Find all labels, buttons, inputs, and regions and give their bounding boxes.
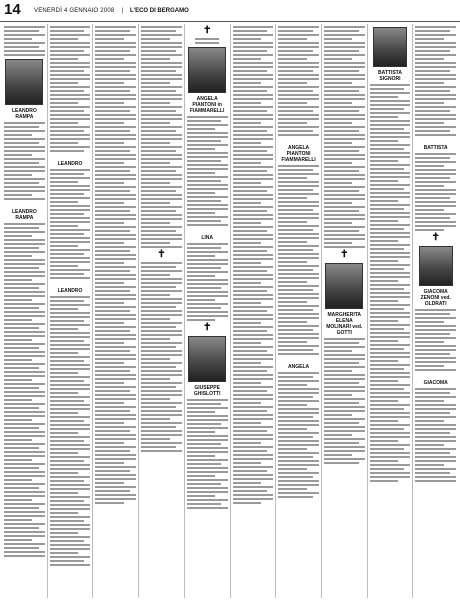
column-10 xyxy=(413,24,458,598)
notice-name: ANGELA xyxy=(288,364,310,370)
notice-name: BATTISTA xyxy=(423,145,448,151)
notice-name: LEANDRO RAMPA xyxy=(11,209,37,221)
column-3 xyxy=(93,24,139,598)
page-number: 14 xyxy=(4,1,21,18)
column-6 xyxy=(231,24,277,598)
notice-name: ANGELA PIANTONI in FIAMMARELLI xyxy=(189,96,225,114)
notice-name: GIACOMA ZENONI ved. OLDRATI xyxy=(420,289,451,307)
portrait-photo xyxy=(419,246,453,286)
cross-icon: ✝ xyxy=(340,249,349,260)
column-4 xyxy=(139,24,185,598)
notice-name: BATTISTA SIGNORI xyxy=(377,70,402,82)
portrait-photo xyxy=(188,47,226,93)
separator: | xyxy=(122,8,124,14)
column-7 xyxy=(276,24,322,598)
column-8 xyxy=(322,24,368,598)
obituary-columns xyxy=(2,24,458,598)
notice-name: MARGHERITA ELENA MOLINARI ved. GOTTI xyxy=(326,312,363,336)
masthead xyxy=(0,0,460,22)
masthead-rule xyxy=(0,21,460,22)
portrait-photo xyxy=(188,336,226,382)
notice-name: LEANDRO RAMPA xyxy=(11,108,37,120)
cross-icon: ✝ xyxy=(202,25,212,36)
notice-name: GIACOMA xyxy=(423,380,448,386)
portrait-photo xyxy=(325,263,363,309)
notice-name: LINA xyxy=(201,235,213,241)
issue-date: VENERDÌ 4 GENNAIO 2008 xyxy=(34,8,115,14)
column-9 xyxy=(368,24,414,598)
cross-icon: ✝ xyxy=(157,249,166,260)
newspaper-name: L'ECO DI BERGAMO xyxy=(130,8,189,14)
portrait-photo xyxy=(5,59,43,105)
cross-icon: ✝ xyxy=(431,232,440,243)
notice-name: ANGELA PIANTONI FIAMMARELLI xyxy=(281,145,316,163)
column-1 xyxy=(2,24,48,598)
notice-name: LEANDRO xyxy=(57,288,83,294)
column-2 xyxy=(48,24,94,598)
notice-name: LEANDRO xyxy=(57,161,83,167)
cross-icon: ✝ xyxy=(202,322,212,333)
portrait-photo xyxy=(373,27,407,67)
column-5 xyxy=(185,24,231,598)
notice-name: GIUSEPPE GHISLOTTI xyxy=(193,385,221,397)
